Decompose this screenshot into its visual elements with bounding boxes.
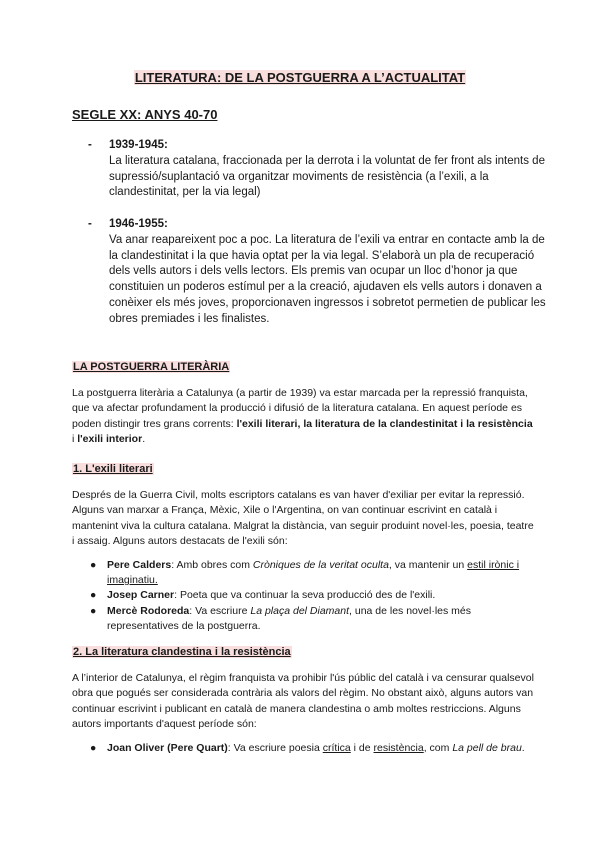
period-label: 1939-1945: <box>109 139 168 151</box>
dash-marker: - <box>88 218 92 230</box>
period-item <box>88 217 548 328</box>
heading-literatura-clandestina: 2. La literatura clandestina i la resistència <box>73 646 291 658</box>
bullet-icon: ● <box>90 559 97 571</box>
heading-postguerra-literaria: LA POSTGUERRA LITERÀRIA <box>73 361 230 373</box>
heading-exili-literari: 1. L'exili literari <box>73 463 153 475</box>
exili-paragraph: Després de la Guerra Civil, molts escriptors catalans es van haver d'exiliar per evitar la repressió. Alguns van marxar a França, Mèxic, Xile o l'Argentina, on van continuar escrivint en català i mantenint viva la cultura catalana. Malgrat la distància, van seguir produint novel·les, poesia, teatre i assaig. Alguns autors destacats de l'exili són: <box>72 489 534 548</box>
clandestina-paragraph: A l’interior de Catalunya, el règim franquista va prohibir l'ús públic del català i va censurar qualsevol obra que pogués ser considerada contrària als valors del règim. No obstant això, alguns autors van continuar escrivint i publicant en català de manera clandestina o amb moltes restriccions. Alguns autors importants d'aquest període són: <box>72 672 534 731</box>
list-item: ● Joan Oliver (Pere Quart): Va escriure poesia crítica i de resistència, com La pell de brau. <box>90 741 540 756</box>
postguerra-intro-paragraph: La postguerra literària a Catalunya (a partir de 1939) va estar marcada per la repressió franquista, que va afectar profundament la producció i difusió de la literatura catalana. En aquest període es poden distingir tres grans corrents: l'exili literari, la literatura de la clandestinitat i la resistència i l'exili interior. <box>72 387 533 446</box>
dash-marker: - <box>88 139 92 151</box>
exili-author-list <box>90 558 540 634</box>
period-text: Va anar reapareixent poc a poc. La literatura de l’exili va entrar en contacte amb la de la clandestinitat i la que havia optat per la via legal. S’elaborà un pla de recuperació dels vells autors i dels vells lectors. Els premis van ocupar un lloc d’honor ja que constituien un poderos estímul per a la creació, ajudaven els vells autors i donaven a conèixer els més joves, proporcionaven ingressos i sobretot permetien de publicar les obres premiades i les finalistes. <box>109 233 546 325</box>
list-item: ● Pere Calders: Amb obres com Cròniques de la veritat oculta, va mantenir un estil irònic i imaginatiu. <box>90 559 520 587</box>
bullet-icon: ● <box>90 589 97 602</box>
bullet-icon: ● <box>90 742 97 754</box>
list-item: ● Josep Carner: Poeta que va continuar la seva producció des de l'exili. <box>90 588 540 603</box>
clandestina-author-list <box>90 741 540 756</box>
document-title: LITERATURA: DE LA POSTGUERRA A L’ACTUALITAT <box>134 70 466 85</box>
section-heading-segle-xx: SEGLE XX: ANYS 40-70 <box>72 107 218 122</box>
list-item: ● Mercè Rodoreda: Va escriure La plaça del Diamant, una de les novel·les més representatives de la postguerra. <box>90 604 471 632</box>
period-item <box>88 138 548 201</box>
period-label: 1946-1955: <box>109 218 168 230</box>
period-text: La literatura catalana, fraccionada per la derrota i la voluntat de fer front als intents de supressió/suplantació va organitzar moviments de resistència (a l’exili, a la clandestinitat, per la via legal) <box>109 154 545 199</box>
bullet-icon: ● <box>90 604 97 617</box>
